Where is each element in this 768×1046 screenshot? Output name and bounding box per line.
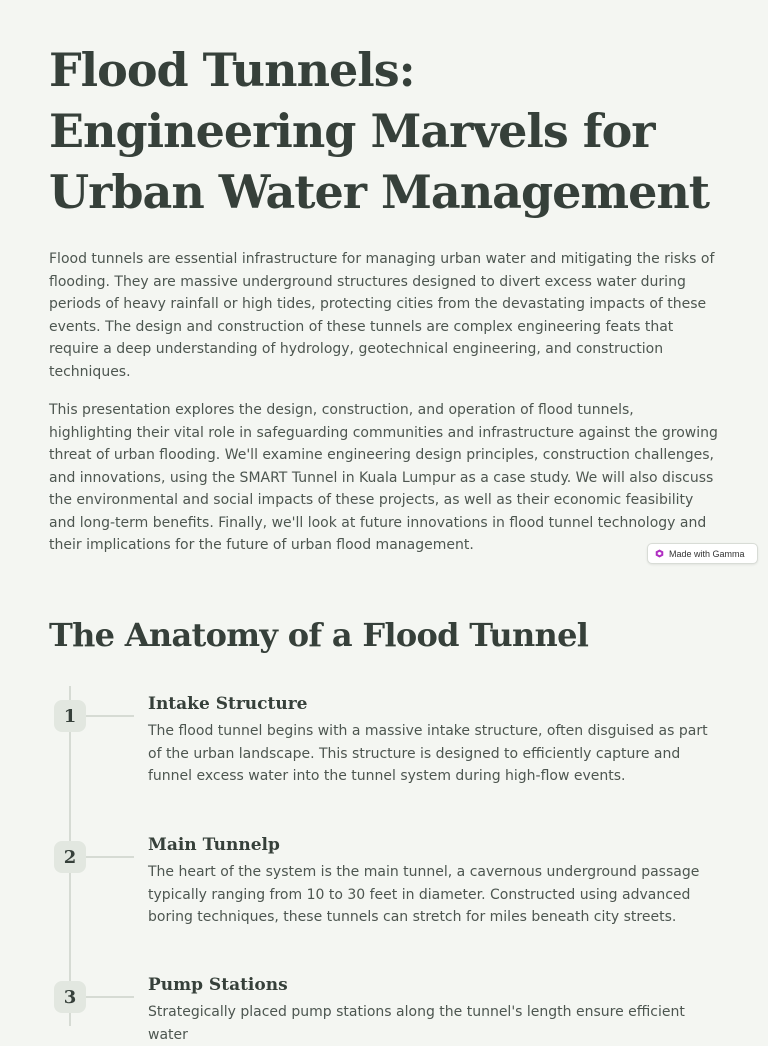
- step-description: The flood tunnel begins with a massive intake structure, often disguised as part of the urban landscape. This structure is designed to efficiently capture and funnel excess water into the tunnel system during high-flow events.: [148, 723, 708, 784]
- intro-paragraph-1: Flood tunnels are essential infrastructure for managing urban water and mitigating the risks of flooding. They are massive underground structures designed to divert excess water during periods of heavy rainfall or high tides, protecting cities from the devastating impacts of these events. The design and construction of these tunnels are complex engineering feats that require a deep understanding of hydrology, geotechnical engineering, and construction techniques.: [49, 251, 715, 380]
- step-description: Strategically placed pump stations along the tunnel's length ensure efficient water: [148, 1004, 685, 1043]
- section-title: The Anatomy of a Flood Tunnel: [49, 616, 589, 654]
- step-title: Intake Structure: [148, 694, 308, 714]
- step-number-badge: 3: [54, 981, 86, 1013]
- step-connector: [86, 856, 134, 858]
- page-title-line-1: Flood Tunnels:: [49, 43, 415, 97]
- gamma-logo-icon: [655, 549, 664, 558]
- intro-paragraph-2: This presentation explores the design, construction, and operation of flood tunnels, highlighting their vital role in safeguarding communities and infrastructure against the growing threat of urban flooding. We'll examine engineering design principles, construction challenges, and innovations, using the SMART Tunnel in Kuala Lumpur as a case study. We will also discuss the environmental and social impacts of these projects, as well as their economic feasibility and long-term benefits. Finally, we'll look at future innovations in flood tunnel technology and their implications for the future of urban flood management.: [49, 402, 718, 553]
- step-number-badge: 2: [54, 841, 86, 873]
- gamma-badge-label: Made with Gamma: [669, 548, 745, 559]
- intro-section: [49, 248, 719, 573]
- page-title-line-2: Engineering Marvels for: [49, 104, 655, 158]
- step-connector: [86, 996, 134, 998]
- step-description: The heart of the system is the main tunnel, a cavernous underground passage typically ranging from 10 to 30 feet in diameter. Constructed using advanced boring techniques, these tunnels can stretch for miles beneath city streets.: [148, 864, 700, 925]
- step-number-badge: 1: [54, 700, 86, 732]
- made-with-gamma-badge[interactable]: [647, 543, 758, 564]
- step-title: Main Tunnelp: [148, 835, 280, 855]
- step-connector: [86, 715, 134, 717]
- page-title: [49, 40, 749, 223]
- step-title: Pump Stations: [148, 975, 288, 995]
- page-title-line-3: Urban Water Management: [49, 165, 710, 219]
